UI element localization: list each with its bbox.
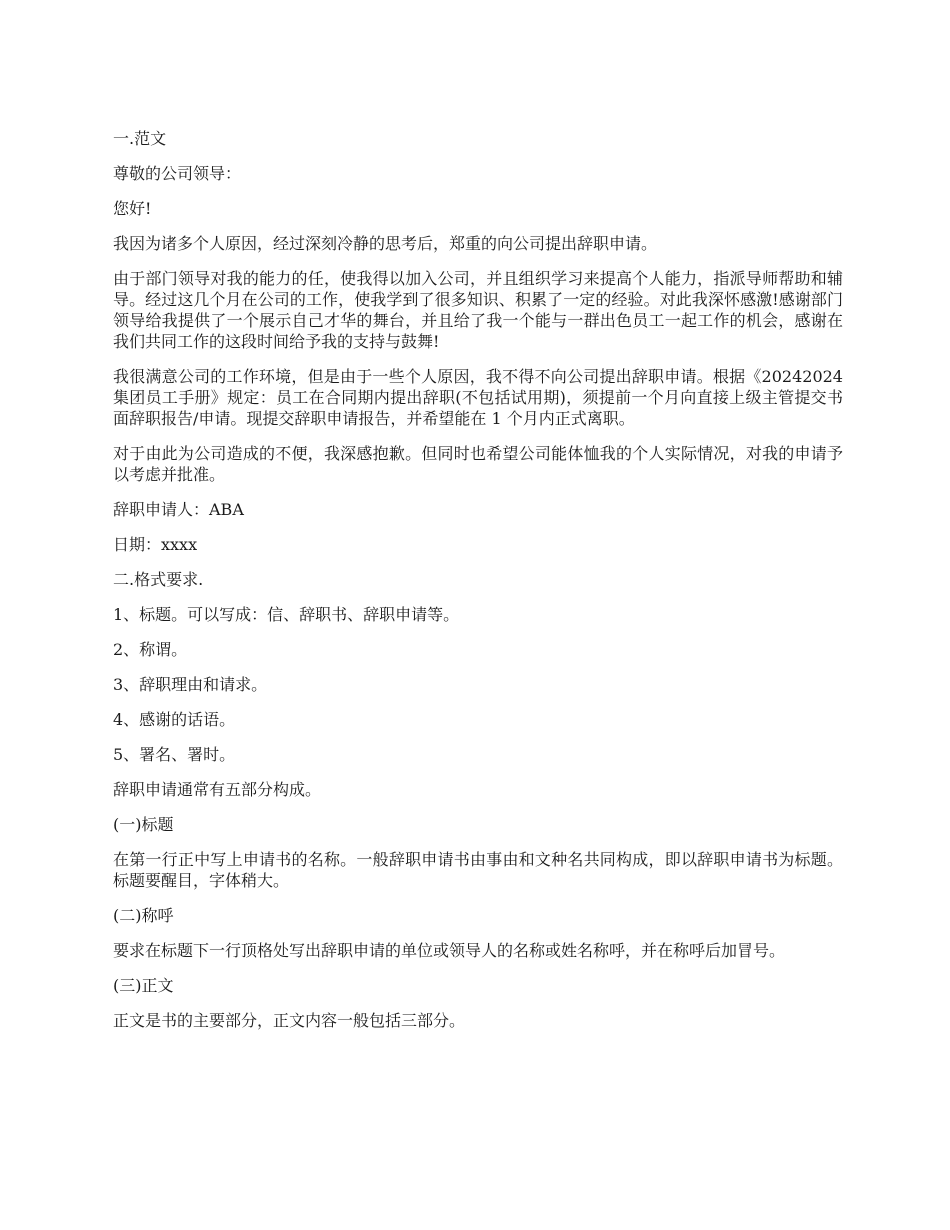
date-line: 日期：xxxx <box>113 535 198 554</box>
subheading: (三)正文 <box>113 976 174 995</box>
subheading: (一)标题 <box>113 815 174 834</box>
list-item: 2、称谓。 <box>113 640 188 659</box>
list-item: 4、感谢的话语。 <box>113 710 236 729</box>
body-paragraph: 我因为诸多个人原因，经过深刻冷静的思考后，郑重的向公司提出辞职申请。 <box>113 234 658 253</box>
list-item: 5、署名、署时。 <box>113 745 236 764</box>
body-paragraph: 正文是书的主要部分，正文内容一般包括三部分。 <box>113 1011 466 1030</box>
signature-line: 辞职申请人：ABA <box>113 500 244 519</box>
body-paragraph: 我很满意公司的工作环境，但是由于一些个人原因，我不得不向公司提出辞职申请。根据《20242024 集团员工手册》规定：员工在合同期内提出辞职(不包括试用期)，须提前一个月向直接上级主管提交书面辞职报告/申请。现提交辞职申请报告，并希望能在 1 个月内正式离职。 <box>113 367 843 428</box>
list-item: 1、标题。可以写成：信、辞职书、辞职申请等。 <box>113 605 460 624</box>
body-paragraph: 在第一行正中写上申请书的名称。一般辞职申请书由事由和文种名共同构成，即以辞职申请书为标题。标题要醒目，字体稍大。 <box>113 850 843 890</box>
section-heading-sample: 一.范文 <box>113 129 167 148</box>
body-paragraph: 对于由此为公司造成的不便，我深感抱歉。但同时也希望公司能体恤我的个人实际情况，对我的申请予以考虑并批准。 <box>113 444 843 484</box>
list-item: 3、辞职理由和请求。 <box>113 675 268 694</box>
body-paragraph: 由于部门领导对我的能力的任，使我得以加入公司，并且组织学习来提高个人能力，指派导师帮助和辅导。经过这几个月在公司的工作，使我学到了很多知识、积累了一定的经验。对此我深怀感激!感谢部门领导给我提供了一个展示自己才华的舞台，并且给了我一个能与一群出色员工一起工作的机会，感谢在我们共同工作的这段时间给予我的支持与鼓舞! <box>113 269 843 351</box>
salutation: 尊敬的公司领导： <box>113 164 242 183</box>
body-paragraph: 辞职申请通常有五部分构成。 <box>113 780 322 799</box>
section-heading-format: 二.格式要求. <box>113 570 204 589</box>
greeting: 您好! <box>113 199 152 218</box>
body-paragraph: 要求在标题下一行顶格处写出辞职申请的单位或领导人的名称或姓名称呼，并在称呼后加冒号。 <box>113 941 786 960</box>
subheading: (二)称呼 <box>113 906 174 925</box>
document-body <box>113 128 843 1045</box>
